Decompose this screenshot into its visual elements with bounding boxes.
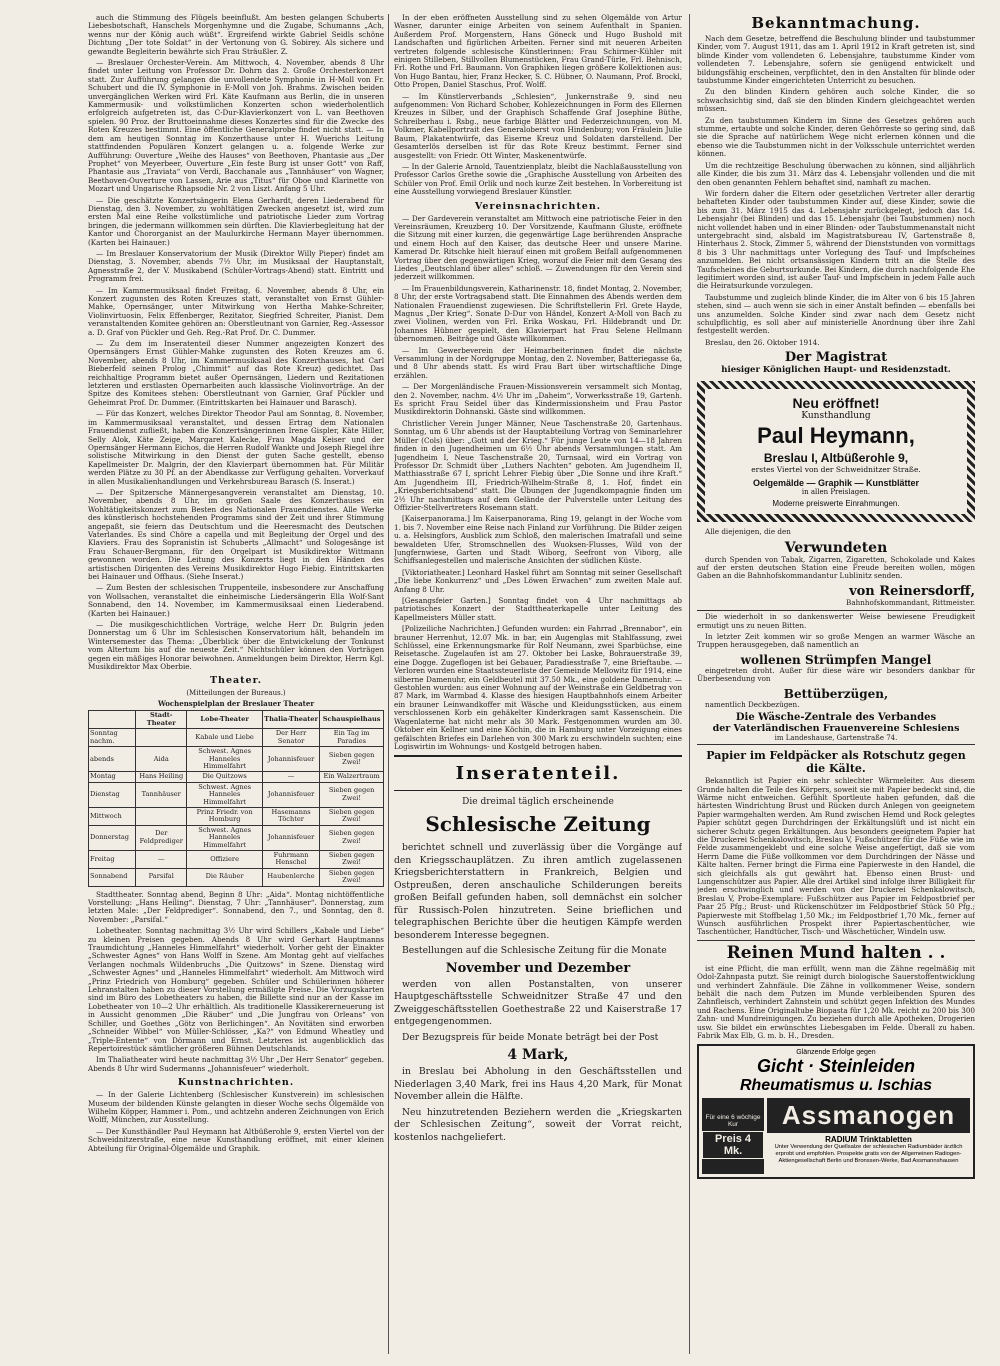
notice-paragraph: Taubstumme und zugleich blinde Kinder, die im Alter von 6 bis 15 Jahren stehen, sind — auch wenn sie sich in einer Anstalt befinden — ebenfalls bei uns anzumelden. Solche Kinder sind zwar nach dem Gesetz nicht schulpflichtig, es soll aber auf ministerielle Anordnung über ihre Zahl festgestellt werden. [697, 292, 975, 336]
emphasis-line: wollenen Strümpfen Mangel [740, 652, 932, 667]
article-paragraph: Christlicher Verein Junger Männer, Neue Taschenstraße 20, Gartenhaus. Sonntag, um 6 Uhr abends ist der Hauptabteilung Vortrag von Seminarlehrer Müller (Cols) über: „Gott und der Krieg.“ Für junge Leute von 14—18 Jahren finden in den Jugendheimen um 6½ Uhr abends Versammlungen statt. Am Jugendheim I, Neue Taschenstraße 20, Turnsaal, wird ein Vortrag von Professor Dr. Schmidt über „Luthers Nachten“ geboten. Am Jugendheim II, Matthiasstraße 67 I, spricht Lehrer Fiebig über „Die Sonne und ihre Kraft.“ Am Jugendheim III, Friedrich-Wilhelm-Straße 8, 1. Hof, findet ein „Kriegsberichtsabend“ statt. Die Übungen der Jugendkompagnie finden um 2½ Uhr nachmittags auf dem Gelände der Pulverstelle unter Leitung des Offizier-Stellvertreters Rosemann statt. [394, 418, 682, 512]
ad-months: November und Dezember [445, 960, 631, 976]
table-cell: Hans Heiling [136, 772, 187, 782]
table-cell: Fuhrmann Henschel [262, 850, 319, 868]
table-cell: Ein Tag im Paradies [320, 729, 384, 747]
ad-text: in Breslau bei Abholung in den Geschäftsstellen und Niederlagen 3,40 Mark, frei ins Haus 4,20 Mark, für Monat November allein die Hälfte. [394, 1066, 682, 1103]
table-cell: Ein Walzertraum [320, 772, 384, 782]
table-cell: Johannisfeuer [262, 825, 319, 850]
package-price: Preis 4 Mk. [702, 1131, 764, 1159]
table-row [89, 729, 384, 747]
ad-headline: Rheumatismus u. Ischias [739, 1077, 933, 1095]
article-paragraph: — Der Gardeverein veranstaltet am Mittwoch eine patriotische Feier in den Vereinsräumen, Kreuzberg 10. Der Vorsitzende, Kaufmann Gluste, eröffnete die Sitzung mit einer kurzen, die gegenwärtige Lage berührenden Ansprache und einem Hoch auf den Kaiser, das deutsche Heer und unsere Marine. Kamerad Dr. Ritschke hielt hierauf einen mit großem Beifall aufgenommenen Vortrag über den gegenwärtigen Krieg, worauf die Feier mit dem Gesang des Liedes „Deutschland über alles“ schloß. — Zuwendungen für den Verein sind jederzeit willkommen. [394, 213, 682, 282]
table-cell: abends [89, 747, 136, 772]
table-cell: Johannisfeuer [262, 782, 319, 807]
table-row [89, 825, 384, 850]
table-cell: Parsifal [136, 868, 187, 886]
table-cell: Der Feldprediger [136, 825, 187, 850]
ad-headline: Gicht · Steinleiden [756, 1056, 916, 1077]
emphasis-line: Bettüberzügen, [783, 686, 889, 701]
table-cell: — [136, 850, 187, 868]
article-paragraph: — Zu dem im Inseratenteil dieser Nummer angezeigten Konzert des Opernsängers Ernst Gühler-Mahke zugunsten des Roten Kreuzes am 6. November, abends 8 Uhr, im Kammermusiksaal des Konzerthauses, hat Carl Bieberfeld seinen Prolog „Chimmit“ auf das Rote Kreuz) gedichtet. Das reichhaltige Programm bietet außer Opernsängen, Liedern und Rezitationen letzteren und erstlasten Opernarbeiten auch klassische Violinvorträge. An der Spitze des Komitees stehen: Oberstleutnant von Garnier, Graf Pückler und Geheimrat Prof. Dr. Dummer. (Eintrittskarten bei Hainauer und Barasch). [88, 339, 384, 407]
article-paragraph: [Gesangsfeier Garten.] Sonntag findet von 4 Uhr nachmittags ab patriotisches Konzert der Stadttheaterkapelle unter Leitung des Kapellmeisters Müller statt. [394, 596, 682, 622]
article-paragraph: auch die Stimmung des Flügels beeinflußt. Am besten gelangen Schuberts Liebesbotschaft, Hanschels Morgenhymne und die Zugabe, Schumanns „Ach, wenns nur der König auch wüßt“. Ergreifend wirkte Gabriel Seidls schöne Dichtung „Der tote Soldat“ in der Vertonung von G. Sobirey. Als sichere und gewandte Begleiterin bewährte sich Frau Sträußler. Z. [88, 14, 384, 56]
table-header: Lobe-Theater [187, 711, 263, 729]
ad-line: Glänzende Erfolge gegen [796, 1049, 876, 1057]
notice-paragraph: eingetreten droht. Außer für diese wäre wir besonders dankbar für Überbesendung von [697, 665, 975, 684]
article-paragraph: [Kaiserpanorama.] Im Kaiserpanorama, Ring 19, gelangt in der Woche vom 1. bis 7. November eine Reise nach Finland zur Vorführung. Die Bilder zeigen u. a. Helsingfors, Ausblick zum Schloß, den malerischen Imatrafall und seine bewaldeten Ufer, Stromschnellen des Wuoksen-Flusses, Wild von der Jungfernwiese, Garten und Stadt Wiborg, Seefront von Viborg, alle Schiffsanlegestellen und malerische Ansichten der südlichen Küste. [394, 514, 682, 566]
article-paragraph: — Die musikgeschichtlichen Vorträge, welche Herr Dr. Bulgrin jeden Donnerstag um 6 Uhr im Schlesischen Konservatorium hält, behandeln im Wintersemester das Thema: „Überblick über die Entwickelung der Tonkunst vom Altertum bis auf die neueste Zeit.“ Nichtschüler können den Vorträgen gegen ein mäßiges Honorar beiwohnen. Anmeldungen beim Direktor, Herrn Kgl. Musikdirektor Max Oberbie. [88, 620, 384, 672]
signature-title: Bahnhofskommandant, Rittmeister. [846, 597, 975, 607]
table-cell: Offiziere [187, 850, 263, 868]
section-heading-theater: Theater. [209, 675, 263, 687]
table-header: Stadt-Theater [136, 711, 187, 729]
ad-brand-block [767, 1098, 970, 1174]
table-cell: Sieben gegen Zwei! [320, 850, 384, 868]
brand-sub: RADIUM Trinktabletten [825, 1135, 912, 1145]
ad-body [702, 1098, 970, 1174]
section-divider [697, 610, 975, 611]
article-paragraph: — Für das Konzert, welches Direktor Theodor Paul am Sonntag, 8. November, im Kammermusiksaal veranstaltet, und dessen Ertrag dem Nationalen Frauendienst zufließt, haben die Konzertsängerinnen Irene Gispler, Käte Hiller, Selly Alok, Käte Zeige, Margaret Kalecke, Frau Magda Keiser und der Opernsänger Hermann Eichos, die Herren Rudolf Wankte und Joseph Riegel ihre solistische Mitwirkung in den Dienst der guten Sache gestellt, ebenso Kapellmeister Dr. Malgrin, der den Klavierpart übernommen hat. Für Militär werden Plätze zu 30 Pf. an der Abendkasse zur Verfügung gehalten. Vorverkauf in allen Musikalienhandlungen und Verkehrsbureau Barasch (S. Inserat.) [88, 409, 384, 486]
table-header: Schauspielhaus [320, 711, 384, 729]
theater-subtitle: Wochenspielplan der Breslauer Theater [157, 699, 315, 709]
article-paragraph: Im Thaliatheater wird heute nachmittag 3½ Uhr „Der Herr Senator“ gegeben. Abends 8 Uhr wird Sudermanns „Johannisfeuer“ wiederholt. [88, 1055, 384, 1073]
ad-line: Moderne preiswerte Einrahmungen. [772, 499, 900, 509]
ad-title: Schlesische Zeitung [425, 812, 651, 837]
column-3 [697, 14, 975, 1179]
ad-company-name: Paul Heymann, [757, 423, 915, 449]
ad-products: Oelgemälde — Graphik — Kunstblätter [752, 478, 920, 489]
magistrat-subtitle: hiesiger Königlichen Haupt- und Residenzstadt. [721, 365, 951, 376]
article-paragraph: — Im Breslauer Konservatorium der Musik (Direktor Willy Pieper) findet am Dienstag, 3. November, abends 7½ Uhr, im Musiksaal der Hauptanstalt, Agnesstraße 2, der V. Musikabend (Schüler-Vortrags-Abend) statt. Eintritt und Programm frei. [88, 248, 384, 284]
theater-subtitle: (Mitteilungen der Bureaus.) [186, 689, 286, 698]
notice-paragraph: Nach dem Gesetze, betreffend die Beschulung blinder und taubstummer Kinder, vom 7. August 1911, das am 1. April 1912 in Kraft getreten ist, sind blinde Kinder vom vollendeten 6. Lebensjahre, taubstumme Kinder vom vollendeten 7. Lebensjahre, sofern sie genügend entwickelt und bildungsfähig erscheinen, verpflichtet, den in den Anstalten für blinde oder taubstumme Kinder eingerichteten Unterricht zu besuchen. [697, 34, 975, 86]
table-row [89, 747, 384, 772]
table-cell [136, 729, 187, 747]
ad-line: erstes Viertel von der Schweidnitzer Straße. [751, 465, 921, 475]
table-cell: Sonnabend [89, 868, 136, 886]
table-header [89, 711, 136, 729]
column-2 [394, 14, 682, 1147]
ad-text: Der Bezugspreis für beide Monate beträgt bei der Post [402, 1031, 659, 1043]
ad-address: Breslau I, Altbüßerohle 9, [763, 451, 909, 466]
table-cell: Dienstag [89, 782, 136, 807]
article-paragraph: — Der Morgenländische Frauen-Missionsverein versammelt sich Montag, den 2. November, nachm. 4½ Uhr im „Daheim“, Vorwerksstraße 19, Gartenh. Es spricht Frau Seidel über das Kindermissionsheim und Frau Pastor Musikdirektorin Dohnanski. Gäste sind willkommen. [394, 382, 682, 417]
table-row [89, 772, 384, 782]
article-paragraph: — Im Frauenbildungsverein, Katharinenstr. 18, findet Montag, 2. November, 8 Uhr, der erste Vortragsabend statt. Die Einnahmen des Abends werden dem Nationalen Frauendienst zugewiesen. Die Schriftstellerin Frl. Grete Hayde, Magnus „Der Krieg“. Sonate D-Dur von Händel, Konzert A-Moll von Bach zu zwei Violinen, werden von Frl. Erika Woskau, Frl. Hildebrandt und Dr. Johannes Hübner gespielt, den Klavierpart hat Frau Selene Hellmann übernommen. Beiträge und Gäste willkommen. [394, 283, 682, 344]
notice-paragraph: Zu den taubstummen Kindern im Sinne des Gesetzes gehören auch stumme, ertaubte und solche Kinder, deren Gehörreste so gering sind, daß sie die Sprache auf natürlichem Wege nicht erlernen können und die ebenso wie die Taubstummen nicht in der Volksschule unterrichtet werden können. [697, 115, 975, 159]
table-cell: Sieben gegen Zwei! [320, 782, 384, 807]
column-1 [88, 14, 384, 1156]
article-paragraph: — Der Spitzersche Männergesangverein veranstaltet am Dienstag, 10. November, abends 8 Uhr, im großen Saale des Konzerthauses ein Wohltätigkeitskonzert zum Besten des Nationalen Frauendienstes. Alle Werke des künstlerisch hochstehenden Programms sind der Zeit und ihrer Stimmung angepaßt, sie feiern das Deutschtum und die Heeresmacht des Deutschen Vaterlandes. Es sind Chöre a capella und mit Begleitung der Orgel und des Klaviers. Frau des Sopranistin ist Schuberts „Allmacht“ und Sologesänge ist Frau Schauer-Bergmann, für den Orgelpart ist Musikdirektor Wittmann gewonnen worden. Die Leitung des Konzerts liegt in den Händen des artistischen Dirigenten des Vereins Musikdirektor Hugo Fiebig. Eintrittskarten bei Hainauer und Offhaus. (Siehe Inserat.) [88, 487, 384, 581]
section-divider [697, 940, 975, 941]
signature-name: von Reinersdorff, [849, 583, 975, 599]
table-cell: Sieben gegen Zwei! [320, 807, 384, 825]
table-cell: Sieben gegen Zwei! [320, 868, 384, 886]
article-paragraph: — Im Gewerbeverein der Heimarbeiterinnen findet die nächste Versammlung in der Nordgruppe Montag, den 2. November, Batteriegasse 6a, und 8 Uhr abends statt. Es wird Frau Bart über wirtschaftliche Dinge erzählen. [394, 345, 682, 380]
papier-ad-title: Papier im Feldpäcker als Rotschutz gegen die Kälte. [706, 749, 966, 776]
section-heading-verein: Vereinsnachrichten. [474, 200, 602, 212]
table-row [89, 850, 384, 868]
brand-name: Assmanogen [767, 1098, 970, 1133]
table-header: Thalia-Theater [262, 711, 319, 729]
odol-ad-title: Reinen Mund halten . . [726, 942, 946, 963]
table-cell: Sonntag nachm. [89, 729, 136, 747]
notice-paragraph: Die wiederholt in so dankenswerter Weise bewiesene Freudigkeit ermutigt uns zu neuen Bitten. [697, 612, 975, 630]
table-cell: Kabale und Liebe [187, 729, 263, 747]
column-divider [388, 14, 389, 1354]
table-cell: Haubenlerche [262, 868, 319, 886]
ad-text: berichtet schnell und zuverlässig über die Vorgänge auf den Kriegsschauplätzen. Zu ihren amtlich zugelassenen Kriegsberichterstattern in Frankreich, Belgien und Ostpreußen, deren anschauliche Schilderungen bereits großen Beifall gefunden haben, soll demnächst ein solcher für Russisch-Polen hinzutreten. Seine brieflichen und telegraphischen Berichte über die heutigen Kämpfe werden besonderem Interesse begegnen. [394, 842, 682, 941]
table-cell: Sieben gegen Zwei! [320, 747, 384, 772]
verwundeten-title: Verwundeten [784, 539, 888, 556]
table-cell: Sieben gegen Zwei! [320, 825, 384, 850]
table-cell: Die Quitzows [187, 772, 263, 782]
ad-text: Bestellungen auf die Schlesische Zeitung für die Monate [402, 945, 667, 957]
table-cell: Der Herr Senator [262, 729, 319, 747]
article-paragraph: [Viktoriatheater.] Leonhard Haskel führt am Sonntag mit seiner Gesellschaft „Die liebe Konkurrenz“ und „Des Löwen Erwachen“ zum zweiten Male auf. Anfang 8 Uhr. [394, 567, 682, 594]
article-paragraph: — Im Künstlerverbands „Schlesien“, Junkernstraße 9, sind neu aufgenommen: Von Richard Schober, Kohlezeichnungen in Form des Ellernen Kreuzes in Silber, und der Graphisch Schaffende Graf Josephine Büthe, Schreiberhau i. Rsbg., neue farbige Blätter und Federzeichnungen, von M. Volkmer, Kabellportrait des Generaloberst von Hindenburg; von Fräulein Julie Baum, Plakatentwürfe, das Eiserne Kreuz und Soldaten darstellend. Der Gesamterlös derselben ist für das Rote Kreuz bestimmt. Ferner sind ausgestellt: von Friedr. Ott Winter, Maskenentwürfe. [394, 91, 682, 160]
article-paragraph: — Im Kammermusiksaal findet Freitag, 6. November, abends 8 Uhr, ein Konzert zugunsten des Roten Kreuzes statt, veranstaltet von Ernst Gühler-Mahke, Opernsänger, unter Mitwirkung von Hertha Mahke-Schreiter, Violinvirtuosin, Felix Effenberger, Rezitator, Siegfried Schreiter, Pianist. Dem veranstaltenden Komitee gehören an: Oberstleutnant von Garnier, Reg.-Assessor a. D. Graf von Pückler und Geh. Reg.-Rat Prof. Dr. C. Dummer. [88, 285, 384, 337]
table-cell: Aida [136, 747, 187, 772]
table-cell: Hasemanns Töchter [262, 807, 319, 825]
section-divider [394, 790, 682, 791]
notice-paragraph: In letzter Zeit kommen wir so große Mengen an warmer Wäsche an Truppen herausgegeben, daß namentlich an [697, 632, 975, 650]
article-paragraph: Stadttheater. Sonntag abend, Beginn 8 Uhr: „Aida“. Montag nichtöffentliche Vorstellung: „Hans Heiling“. Dienstag, 7 Uhr: „Tannhäuser“. Donnerstag, zum letzten Male: „Der Feldprediger“. Sonnabend, den 7., und Sonntag, den 8. November: „Parsifal.“ [88, 889, 384, 924]
heymann-ad [697, 381, 975, 522]
article-paragraph: In der eben eröffneten Ausstellung sind zu sehen Ölgemälde von Artur Wasner, darunter einige Arbeiten von seinem Aufenthalt in Spanien. Außerdem Prof. Morgenstern, Hans Göneck und Hugo Bushold mit Landschaften und figürlichen Arbeiten. Ferner sind mit neueren Arbeiten vertreten folgende schlesische Künstlerinnen: Frau Schirmer-Kühler mit einigen Stilleben, Stillvollen Blumenstücken, Frau Grand-Türle, Frl. Behnisch, Frl. Rothe und Frl. Baumann. Von Graphiken liegen größere Kollektionen aus: Von Hugo Bantau, hier, Franz Hecker, S. C. Hübner, O. Naumann, Prof. Brockl, Otto Propen, Daniel Staschus, Prof. Wolff. [394, 14, 682, 90]
section-heading-inserat: Inseratenteil. [455, 763, 621, 785]
ad-text: Bekanntlich ist Papier ein sehr schlechter Wärmeleiter. Aus diesem Grunde halten die Teile des Körpers, soweit sie mit Papier bedeckt sind, die Wärme nicht entweichen. Gefühlt Sportleute haben gefunden, daß die härtesten Windrichtung Brust und Rücken durch Anlegen von geeignetem Papier warmgehalten werden. Am Rund zwischen Hemd und Rock gelegtes Papier schützt gegen Durchdringen der Erkältungslüft und ist nicht ein sicherer Schutz gegen Erkältungen. Aus besonders geeignetem Papier hat die Druckerei Schenkalowitsch, Breslau V, Fußschützer für die Füße wie im Felde zusammengeklebt und eine solche Weise angefertigt, daß sie vom Herrn Dame die Füße vollkommen vor dem Durchdringen der Nässe und Kälte halten. Ferner bringt die Firma eine Papierweste in den Handel, die sich gleichfalls als gut gewährt hat. Ebenso einen Brust- und Lungenschützer aus Papier. Alle drei Artikel sind infolge ihrer Billigkeit für jeden erschwinglich und werden von der Druckerei Schenkalowitsch, Breslau V, Probe-Exemplare: Fußschützer aus Papier im Feldpostbrief per Paar 25 Pfg.; Brust- und Rückenschützer im Feldpostbrief Stück 50 Pfg.; Papierweste mit Stoffbelag 1,50 Mk.; im Feldpostbrief 1,70 Mk., ferner auf Wunsch ausführlichen Prospekt ihrer Papiertaschentücher, wie Taschentücher, Handtücher, Tisch- und Wäschetücher, Windeln usw. [697, 776, 975, 937]
bekanntmachung-title: Bekanntmachung. [751, 14, 921, 32]
org-name: Die Wäsche-Zentrale des Verbandes [735, 712, 937, 724]
table-cell: Freitag [89, 850, 136, 868]
article-paragraph: — In der Galerie Lichtenberg (Schlesischer Kunstverein) im schlesischen Museum der bildenden Künste gelangten in dieser Woche sechs Ölgemälde von Wilhelm Köpper, Hammer i. Pom., und achtzehn anderen Zeichnungen von Erich Wolff, München, zur Ausstellung. [88, 1090, 384, 1125]
ad-price: 4 Mark, [507, 1047, 569, 1064]
section-divider [394, 755, 682, 757]
notice-paragraph: Um die rechtzeitige Beschulung überwachen zu können, sind alljährlich alle Kinder, die bis zum 31. März das 4. Lebensjahr vollenden und die mit den oben genannten Fehlern behaftet sind, namhaft zu machen. [697, 160, 975, 187]
section-divider [697, 744, 975, 745]
ad-fineprint: Unter Verwendung der Quellsalze der schlesischen Radiumbäder ärztlich erprobt und empfohlen. Prospekte gratis von der Allgemeinen Radiogen-Aktiengesellschaft Berlin und Bronssen-Werke, Bad Assmannshausen [774, 1144, 963, 1164]
table-cell: Die Räuber [187, 868, 263, 886]
org-name: der Vaterländischen Frauenvereine Schlesiens [712, 723, 960, 735]
table-row [89, 868, 384, 886]
schlesische-zeitung-ad [394, 797, 682, 1144]
notice-paragraph: namentlich Deckbezügen. [705, 699, 800, 709]
ad-line: in allen Preislagen. [801, 488, 871, 497]
article-paragraph: — Die geschätzte Konzertsängerin Elena Gerhardt, deren Liederabend für Dienstag, den 3. November, zu wohltätigen Zwecken angesetzt ist, wird zum ersten Mal eine Reihe volkstümliche und patriotische Lieder zum Vortrag bringen, die jedermann willkommen sein dürften. Die Klavierbegleitung hat der Kantor und Chororganist an der Maulurkirche Hermann Mayer übernommen. (Karten bei Hainauer.) [88, 195, 384, 247]
article-paragraph: [Polizeiliche Nachrichten.] Gefunden wurden: ein Fahrrad „Brennabor“, ein brauner Herrenhut, 12.07 Mk. in bar, ein Augenglas mit Stahlfassung, zwei Schlüssel, eine Erkennungsmarke für Rolf Neumann, zwei Sparbüchse, eine Reisetasche. Zugelaufen ist am 27. Oktober bei Laske, Bohrauerstraße 39, eine Dogge. Zugeflogen ist bei Gebauer, Paradiesstraße 7, eine Brieftaube. — Verloren wurden eine Staatssteuerliste der Gemeinde Mellowitz für 1914, eine silberne Damenuhr, ein Geldbeutel mit 37.50 Mk., eine goldene Damenuhr. — Gestohlen wurden: aus einer Wohnung auf der Weinstraße ein Geldbetrag von 87 Mark, im Warmbad 4. Klasse des hiesigen Hauptbahnhofs einem Arbeiter ein brauner Leinwandkoffer mit Wäsche und Kleidungsstücken, aus einem verschlossenen Korb ein gehäkelter Kinderkragen samt Kassenschein. Die Wagenlaterne hat nicht mehr als 30 Mark. Festgenommen wurden am 30. Oktober ein Kellner und eine Köchin, die in Hamburg unter Vorzeigung eines gefälschten Briefes ein Darlehen von 300 Mark zu erschwindeln suchten; eine Logiswirtin im Wohnungs- und Kostgeld betrogen haben. [394, 624, 682, 751]
table-cell: Prinz Friedr. von Homburg [187, 807, 263, 825]
notice-paragraph: durch Spenden von Tabak, Zigarren, Zigaretten, Schokolade und Kakes auf der ersten deutschen Station eine Freude bereiten wollen, mögen Gaben an die Bahnhofskommandantur Lublinitz senden. [697, 554, 975, 581]
ad-headline: Neu eröffnet! [792, 395, 880, 412]
package-label: Für eine 6 wöchige Kur [705, 1113, 761, 1128]
ad-line: Die dreimal täglich erscheinende [462, 797, 614, 808]
table-cell: Schwest. Agnes Hanneles Himmelfahrt [187, 782, 263, 807]
ad-text: Neu hinzutretenden Beziehern werden die „Kriegskarten der Schlesischen Zeitung“, soweit der Vorrat reicht, kostenlos nachgeliefert. [394, 1106, 682, 1143]
table-row [89, 782, 384, 807]
table-row [89, 807, 384, 825]
article-paragraph: — Der Kunsthändler Paul Heymann hat Altbüßerohle 9, ersten Viertel von der Schweidnitzerstraße, eine neue Kunsthandlung eröffnet, mit einer kleinen Abteilung für Original-Ölgemälde und Graphik. [88, 1126, 384, 1153]
table-cell: Johannisfeuer [262, 747, 319, 772]
table-cell: Tannhäuser [136, 782, 187, 807]
ad-text: ist eine Pflicht, die man erfüllt, wenn man die Zähne regelmäßig mit Odol-Zahnpasta putzt. Sie reinigt durch biologische Sauerstoffentwicklung und verhindert Zahnfäule. Die Zähne in vollkommener Weise, sondern behält die nach dem Putzen im Munde verbleibenden Spuren des Zahnfleisch, verhindert Zahnstein und schützt gegen Infektion des Mundes und Rachens. Eine Originaltube Biopasta für 1,20 Mk. reicht zu 200 bis 300 Zahn- und Mundreinigungen. Zu beziehen durch alle Apotheken, Drogerien usw. Sie bildet ein erwünschtes Liebesgaben im Felde. Überall zu haben. Fabrik Max Elb, G. m. b. H., Dresden. [697, 963, 975, 1041]
table-cell: — [262, 772, 319, 782]
assmanogen-ad [697, 1044, 975, 1179]
notice-paragraph: Zu den blinden Kindern gehören auch solche Kinder, die so schwachsichtig sind, daß sie den blinden Kindern gleichgeachtet werden müssen. [697, 87, 975, 114]
article-paragraph: — Zum Besten der schlesischen Truppenteile, insbesondere zur Anschaffung von Wollsachen, veranstaltet die einheimische Liedersängerin Ella Wolf-Sant Sonnabend, den 14. November, im Kammermusiksaal einen Liederabend. (Karten bei Hainauer.) [88, 583, 384, 618]
section-heading-kunst: Kunstnachrichten. [177, 1077, 295, 1089]
magistrat-title: Der Magistrat [784, 350, 888, 366]
article-paragraph: — Breslauer Orchester-Verein. Am Mittwoch, 4. November, abends 8 Uhr findet unter Leitung von Professor Dr. Dohrn das 2. Große Orchesterkonzert statt. Zur Aufführung gelangen die unvollendete Symphonie in H-Moll von Fr. Schubert und die IV. Symphonie in E-Moll von Joh. Brahms. Zwischen beiden unvergänglichen Werken wird Frl. Käte Kaufmann aus Berlin, die in unseren Kammermusik- und volkstümlichen Konzerten schon wiederholentlich erfolgreich aufgetreten ist, das C-Dur-Klavierkonzert von L. van Beethoven spielen. 90 Proz. der Bruttoeinnahme dieses Konzertes sind für die Zwecke des Roten Kreuzes bestimmt. Eine öffentliche Generalprobe findet nicht statt. — In dem am heutigen Sonntag im Konzerthause unter H. Wuerichs Leitung stattfindenden Populären Konzert gelangen u. a. folgende Werke zur Aufführung: Ouverture „Weihe des Hauses“ von Beethoven, Phantasie aus „Der Prophet“ von Meyerbeer, Ouverture „Ein feste Burg ist unser Gott“ von Raff, Phantasie aus „Traviata“ von Verdi, Bacchanale aus „Tannhäuser“ von Wagner, Beethoven-Ouverture von Lassen, Arie aus „Titus“ für Oboe und Klarinette von Mozart und Ungarische Rhapsodie Nr. 2 von Liszt. Anfang 5 Uhr. [88, 58, 384, 194]
notice-date: Breslau, den 26. Oktober 1914. [705, 337, 820, 347]
ad-text: werden von allen Postanstalten, von unserer Hauptgeschäftsstelle Schweidnitzer Straße 47 und den Zweiggeschäftsstellen Goethestraße 22 und Kaiserstraße 17 entgegengenommen. [394, 978, 682, 1028]
product-package-icon [702, 1098, 764, 1174]
table-cell: Mittwoch [89, 807, 136, 825]
ad-line: Kunsthandlung [801, 411, 871, 422]
theater-schedule-table [88, 710, 384, 886]
notice-paragraph: Wir fordern daher die Eltern oder gesetzlichen Vertreter aller derartig behafteten Kinder oder taubstummen Kinder auf, diese Kinder, sowie die bis zum 31. März 1915 das 4. Lebensjahr zurückgelegt, jedoch das 14. Lebensjahr (bei Blinden) und das 15. Lebensjahr (bei Taubstummen) noch nicht vollendet haben und in einer Blinden- oder Taubstummenanstalt nicht untergebracht sind, alsbald im Magistratsbureau IV, Gartenstraße 8, Hinterhaus 2. Stock, Zimmer 5, während der Dienststunden von vormittags 8 bis 3 Uhr nachmittags unter Vorlegung des Tauf- und Impfscheines anzumelden. Bei nicht ortsansässigen Kindern tritt an die Stelle des Taufscheines die Geburtsurkunde. Bei Kindern, die durch nachfolgende Ehe legitimiert worden sind, ist außer Tauf- und Impfschein in jedem Falle auch die Heiratsurkunde vorzulegen. [697, 188, 975, 291]
table-cell: Montag [89, 772, 136, 782]
table-cell: Schwest. Agnes Hanneles Himmelfahrt [187, 825, 263, 850]
notice-paragraph: Alle diejenigen, die den [705, 527, 791, 537]
article-paragraph: — In der Galerie Arnold, Tauentzienplatz, bleibt die Nachlaßausstellung von Professor Carlos Grethe sowie die „Graphische Ausstellung von Arbeiten des Schüler von Prof. Emil Orlik und noch kurze Zeit bestehen. In Vorbereitung ist eine Ausstellung vorwiegend Breslauer Künstler. [394, 161, 682, 197]
article-paragraph: Lobetheater. Sonntag nachmittag 3½ Uhr wird Schillers „Kabale und Liebe“ zu kleinen Preisen gegeben. Abends 8 Uhr wird Gerhart Hauptmanns Traumdichtung „Hanneles Himmelfahrt“ wiederholt. Vorher geht der Einakter „Schwester Agnes“ von Hans Wolff in Szene. Am Montag geht auf vielfaches Verlangen nochmals Wildenbruchs „Die Quitzows“ in Szene. Dienstag wird „Schwester Agnes“ und „Hanneles Himmelfahrt“ wiederholt. Am Mittwoch wird „Prinz Friedrich von Homburg“ gegeben. Schüler und Schülerinnen höherer Lehranstalten haben zu dieser Vorstellung ermäßigte Preise. Die Vorzugskarten sind im Büro des Lobetheaters zu haben, die Billette sind nur an der Kasse im Lobetheater von 10—2 Uhr erhältlich. Als traditionelle Klassikererneuerung ist in Aussicht genommen „Die Räuber“ und „Die Jungfrau von Orleans“ von Schiller, und Goethes „Götz von Berlichingen“. An Novitäten sind erworben „Schneider Wibbel“ von Müller-Schlösser, „Ka?“ von Edmund Wheatley und „Triple-Entente“ von Dörmann und Ernst. Letzteres ist augenblicklich das Repertoirestück sämtlicher größeren Bühnen Deutschlands. [88, 926, 384, 1053]
column-divider [689, 14, 690, 1354]
table-cell: Donnerstag [89, 825, 136, 850]
org-address: im Landeshause, Gartenstraße 74. [774, 734, 898, 743]
table-cell [136, 807, 187, 825]
table-cell: Schwest. Agnes Hanneles Himmelfahrt [187, 747, 263, 772]
